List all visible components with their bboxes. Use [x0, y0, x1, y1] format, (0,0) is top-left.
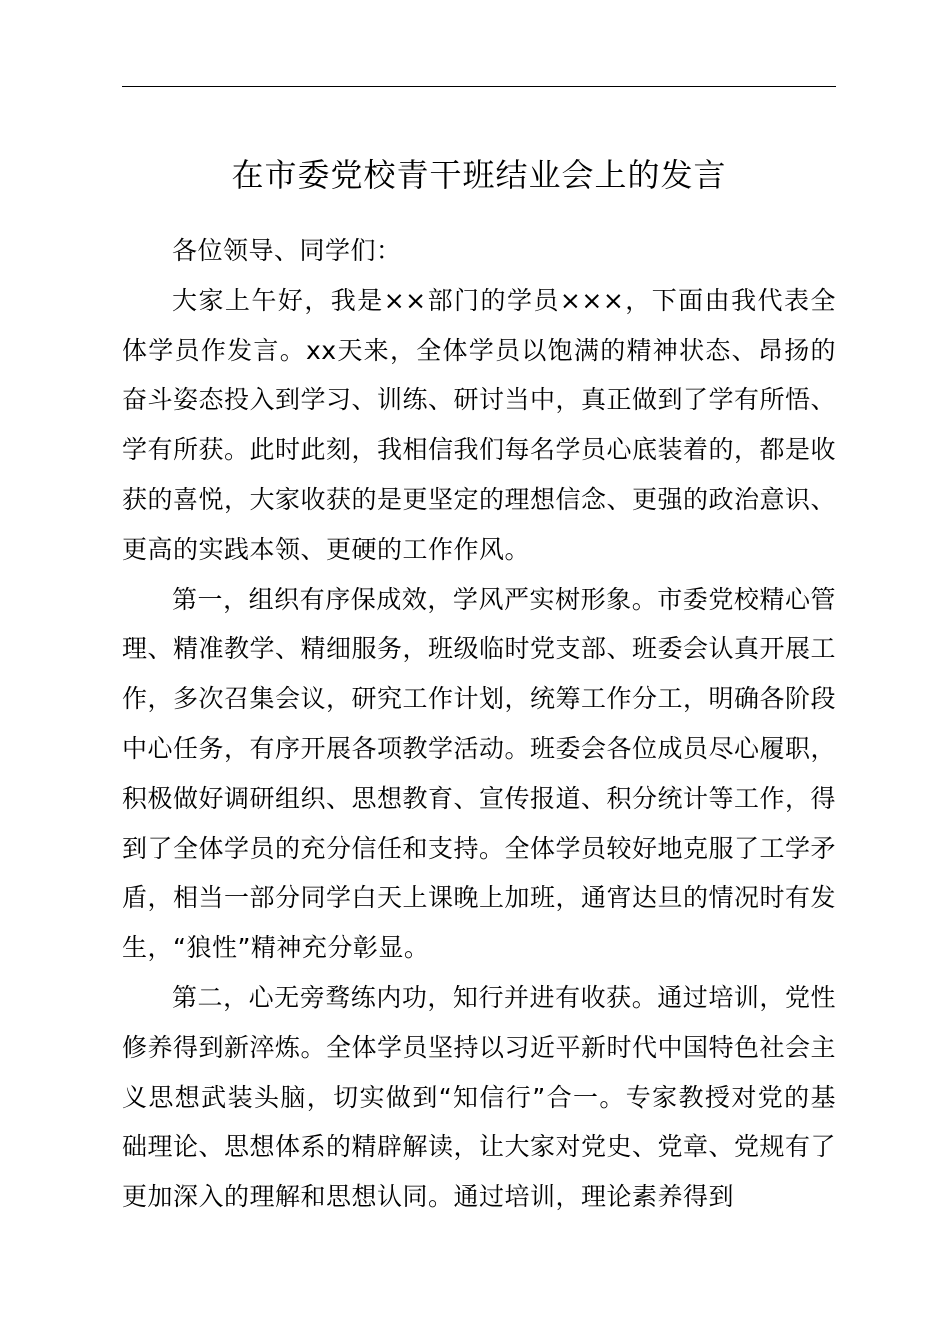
paragraph-opening: 大家上午好，我是××部门的学员×××，下面由我代表全体学员作发言。xx天来，全体学员以饱满的精神状态、昂扬的奋斗姿态投入到学习、训练、研讨当中，真正做到了学有所悟、学有所获。此时此刻，我相信我们每名学员心底装着的，都是收获的喜悦，大家收获的是更坚定的理想信念、更强的政治意识、更高的实践本领、更硬的工作作风。 [122, 285, 837, 564]
salutation: 各位领导、同学们： [172, 236, 402, 265]
paragraph-first-point: 第一，组织有序保成效，学风严实树形象。市委党校精心管理、精准教学、精细服务，班级临时党支部、班委会认真开展工作，多次召集会议，研究工作计划，统筹工作分工，明确各阶段中心任务，有序开展各项教学活动。班委会各位成员尽心履职，积极做好调研组织、思想教育、宣传报道、积分统计等工作，得到了全体学员的充分信任和支持。全体学员较好地克服了工学矛盾，相当一部分同学白天上课晚上加班，通宵达旦的情况时有发生，“狼性”精神充分彰显。 [122, 584, 837, 963]
document-body [122, 226, 836, 1222]
paragraph-second-point: 第二，心无旁骛练内功，知行并进有收获。通过培训，党性修养得到新淬炼。全体学员坚持以习近平新时代中国特色社会主义思想武装头脑，切实做到“知信行”合一。专家教授对党的基础理论、思想体系的精辟解读，让大家对党史、党章、党规有了更加深入的理解和思想认同。通过培训，理论素养得到 [122, 982, 837, 1212]
header-rule [122, 86, 836, 87]
document-title: 在市委党校青干班结业会上的发言 [231, 156, 727, 194]
